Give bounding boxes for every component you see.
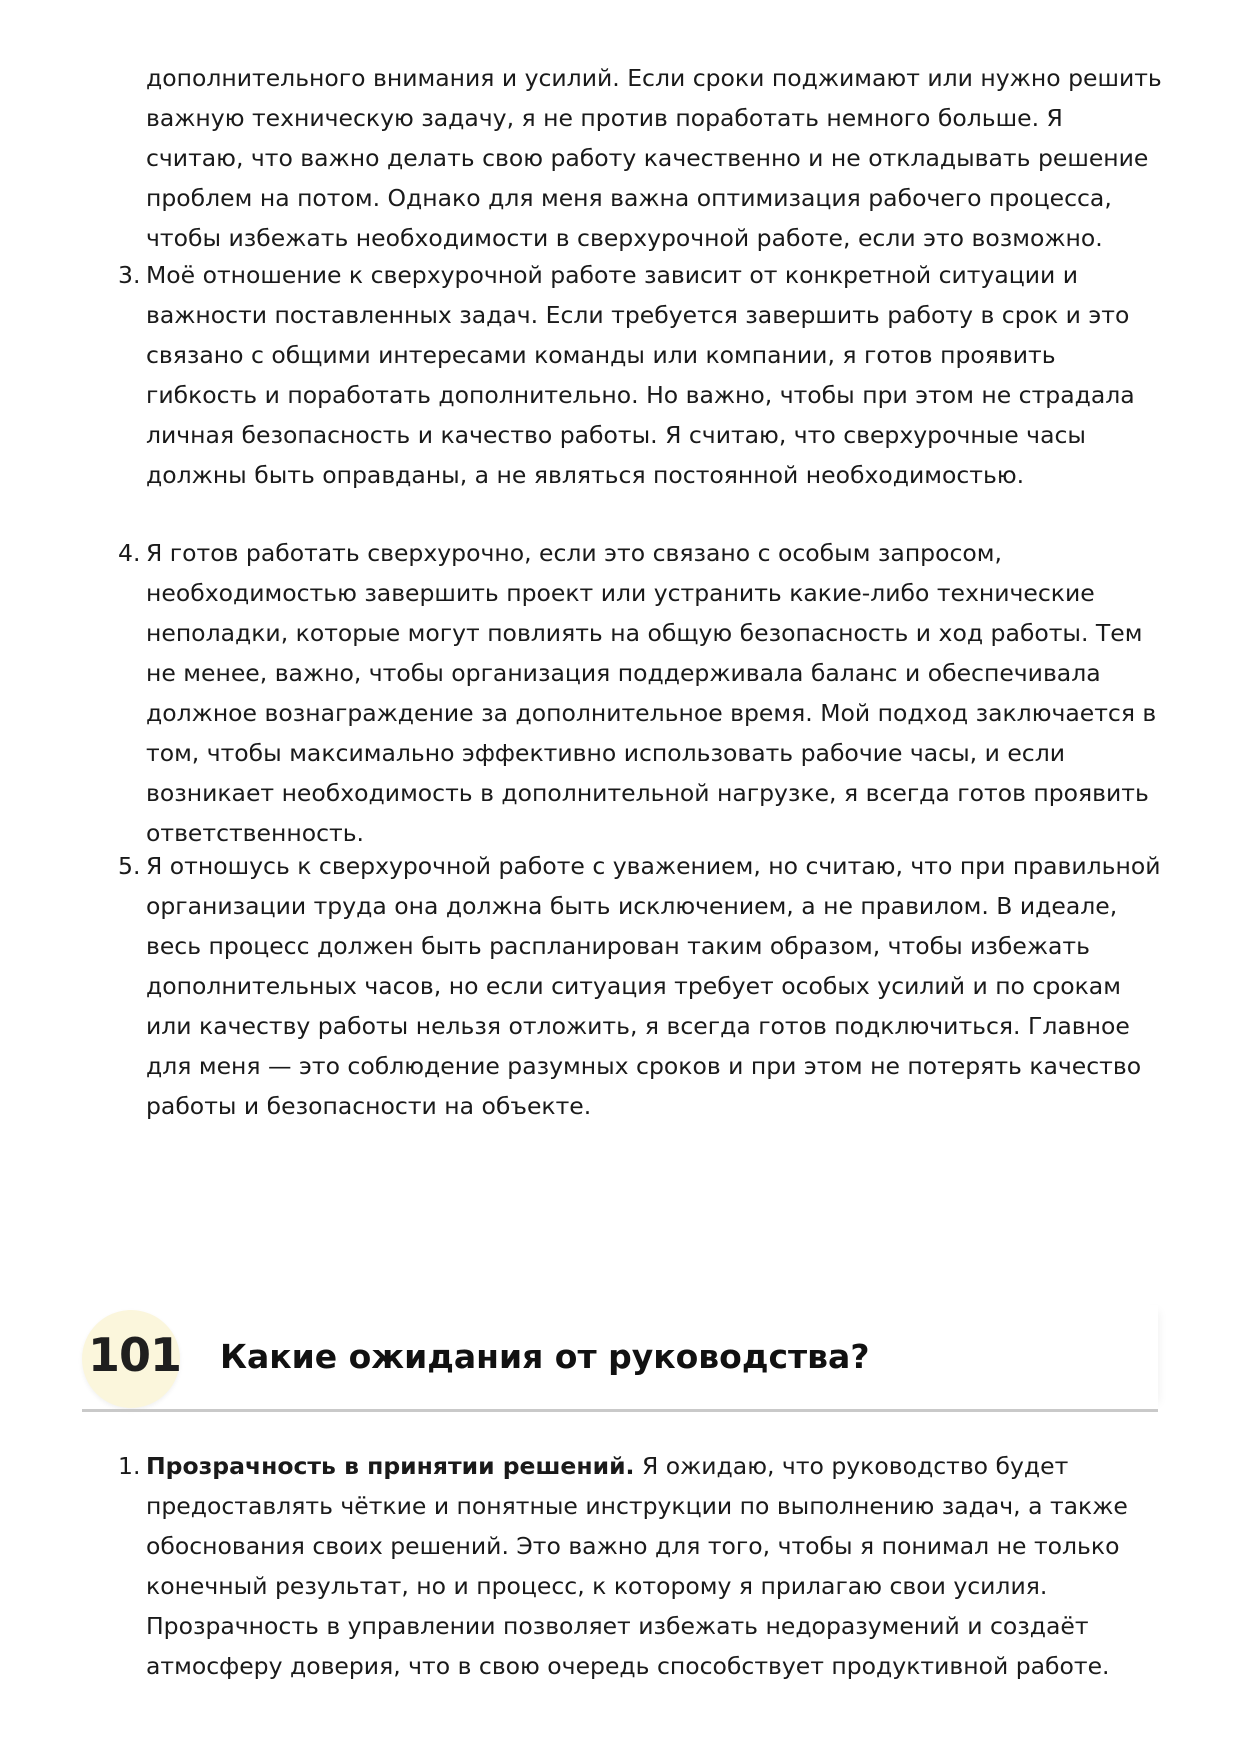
list-number: 1. xyxy=(118,1452,141,1480)
continuation-paragraph: дополнительного внимания и усилий. Если сроки поджимают или нужно решить важную техническую задачу, я не против поработать немного больше. Я считаю, что важно делать свою работу качественно и не откладывать решение проблем на потом. Однако для меня важна оптимизация рабочего процесса, чтобы избежать необходимости в сверхурочной работе, если это возможно. xyxy=(146,64,1162,252)
list-item-5 xyxy=(118,846,1168,1126)
section-number: 101 xyxy=(88,1328,182,1382)
section-title: Какие ожидания от руководства? xyxy=(220,1337,870,1376)
list-item-3 xyxy=(118,255,1168,495)
list-item-text: Я отношусь к сверхурочной работе с уважением, но считаю, что при правильной организации труда она должна быть исключением, а не правилом. В идеале, весь процесс должен быть распланирован таким образом, чтобы избежать дополнительных часов, но если ситуация требует особых усилий и по срокам или качеству работы нельзя отложить, я всегда готов подключиться. Главное для меня — это соблюдение разумных сроков и при этом не потерять качество работы и безопасности на объекте. xyxy=(146,852,1161,1120)
section-divider xyxy=(82,1409,1158,1412)
list-number: 5. xyxy=(118,852,141,880)
list-item-text xyxy=(146,1446,1168,1686)
list-item-body: Я ожидаю, что руководство будет предоставлять чёткие и понятные инструкции по выполнению задач, а также обоснования своих решений. Это важно для того, чтобы я понимал не только конечный результат, но и процесс, к которому я прилагаю свои усилия. Прозрачность в управлении позволяет избежать недоразумений и создаёт атмосферу доверия, что в свою очередь способствует продуктивной работе. xyxy=(146,1452,1128,1680)
section-header xyxy=(82,1305,1162,1413)
list-item-text: Я готов работать сверхурочно, если это связано с особым запросом, необходимостью завершить проект или устранить какие-либо технические неполадки, которые могут повлиять на общую безопасность и ход работы. Тем не менее, важно, чтобы организация поддерживала баланс и обеспечивала должное вознаграждение за дополнительное время. Мой подход заключается в том, чтобы максимально эффективно использовать рабочие часы, и если возникает необходимость в дополнительной нагрузке, я всегда готов проявить ответственность. xyxy=(146,539,1157,847)
list-number: 4. xyxy=(118,539,141,567)
list-item-text: Моё отношение к сверхурочной работе зависит от конкретной ситуации и важности поставленных задач. Если требуется завершить работу в срок и это связано с общими интересами команды или компании, я готов проявить гибкость и поработать дополнительно. Но важно, чтобы при этом не страдала личная безопасность и качество работы. Я считаю, что сверхурочные часы должны быть оправданы, а не являться постоянной необходимостью. xyxy=(146,261,1135,489)
list-item-4 xyxy=(118,533,1168,853)
list-number: 3. xyxy=(118,261,141,289)
list-item-lead: Прозрачность в принятии решений. xyxy=(146,1452,635,1480)
section-list-item-1 xyxy=(118,1446,1168,1686)
section-header-shadow xyxy=(1138,1305,1158,1409)
